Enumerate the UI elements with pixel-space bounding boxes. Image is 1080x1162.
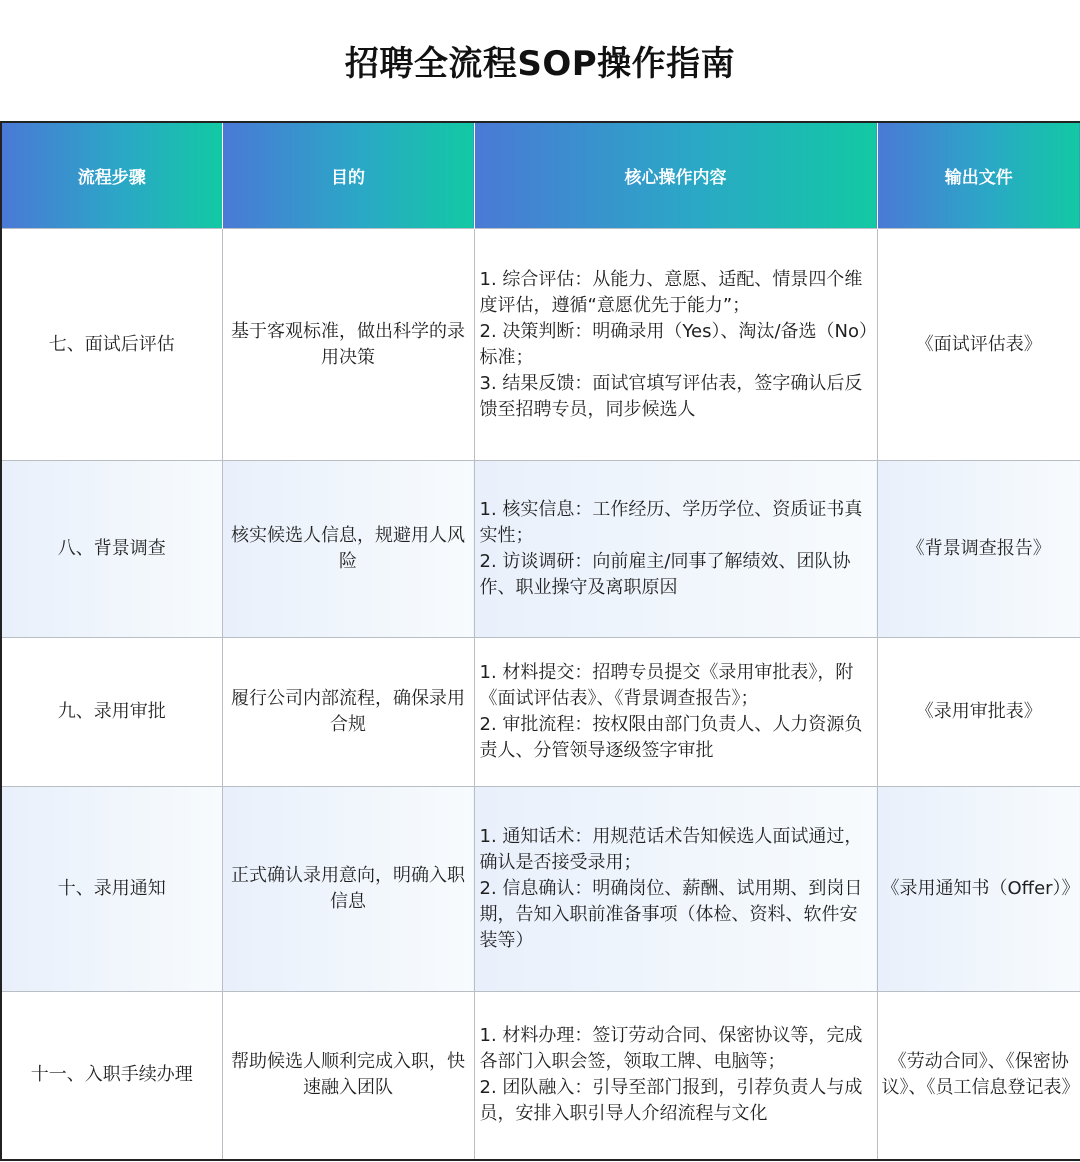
step-cell: 十、录用通知 bbox=[1, 787, 222, 992]
step-cell: 八、背景调查 bbox=[1, 461, 222, 638]
purpose-cell: 基于客观标准，做出科学的录用决策 bbox=[222, 229, 474, 461]
operation-item: 1. 核实信息：工作经历、学历学位、资质证书真实性； bbox=[479, 499, 863, 546]
table-row bbox=[1, 638, 1080, 787]
purpose-cell: 核实候选人信息，规避用人风险 bbox=[222, 461, 474, 638]
header-step: 流程步骤 bbox=[1, 122, 222, 229]
table-header-row bbox=[1, 122, 1080, 229]
table-row bbox=[1, 461, 1080, 638]
output-cell: 《面试评估表》 bbox=[877, 229, 1080, 461]
header-output: 输出文件 bbox=[877, 122, 1080, 229]
table-row bbox=[1, 992, 1080, 1160]
operations-cell bbox=[474, 992, 877, 1160]
operations-cell bbox=[474, 638, 877, 787]
purpose-cell: 正式确认录用意向，明确入职信息 bbox=[222, 787, 474, 992]
header-purpose: 目的 bbox=[222, 122, 474, 229]
operation-item: 1. 综合评估：从能力、意愿、适配、情景四个维度评估，遵循“意愿优先于能力”； bbox=[479, 268, 863, 316]
operations-cell bbox=[474, 461, 877, 638]
table-row bbox=[1, 229, 1080, 461]
operations-cell bbox=[474, 229, 877, 461]
step-cell: 七、面试后评估 bbox=[1, 229, 222, 461]
step-cell: 九、录用审批 bbox=[1, 638, 222, 787]
operation-item: 1. 通知话术：用规范话术告知候选人面试通过，确认是否接受录用； bbox=[479, 826, 863, 873]
operation-item: 2. 决策判断：明确录用（Yes）、淘汰/备选（No）标准； bbox=[479, 320, 868, 368]
output-cell: 《劳动合同》、《保密协议》、《员工信息登记表》 bbox=[877, 992, 1080, 1160]
sop-table bbox=[0, 121, 1080, 1161]
operation-item: 1. 材料提交：招聘专员提交《录用审批表》，附《面试评估表》、《背景调查报告》； bbox=[479, 662, 854, 709]
operation-item: 2. 审批流程：按权限由部门负责人、人力资源负责人、分管领导逐级签字审批 bbox=[479, 714, 863, 761]
operation-item: 2. 信息确认：明确岗位、薪酬、试用期、到岗日期，告知入职前准备事项（体检、资料、软件安装等） bbox=[479, 878, 863, 951]
output-cell: 《背景调查报告》 bbox=[877, 461, 1080, 638]
table-row bbox=[1, 787, 1080, 992]
output-cell: 《录用审批表》 bbox=[877, 638, 1080, 787]
operations-cell bbox=[474, 787, 877, 992]
operation-item: 2. 访谈调研：向前雇主/同事了解绩效、团队协作、职业操守及离职原因 bbox=[479, 551, 851, 598]
purpose-cell: 履行公司内部流程，确保录用合规 bbox=[222, 638, 474, 787]
header-operations: 核心操作内容 bbox=[474, 122, 877, 229]
output-cell: 《录用通知书（Offer）》 bbox=[877, 787, 1080, 992]
step-cell: 十一、入职手续办理 bbox=[1, 992, 222, 1160]
operation-item: 2. 团队融入：引导至部门报到，引荐负责人与成员，安排入职引导人介绍流程与文化 bbox=[479, 1077, 863, 1125]
page-title: 招聘全流程SOP操作指南 bbox=[344, 44, 736, 84]
purpose-cell: 帮助候选人顺利完成入职，快速融入团队 bbox=[222, 992, 474, 1160]
operation-item: 1. 材料办理：签订劳动合同、保密协议等，完成各部门入职会签，领取工牌、电脑等； bbox=[479, 1025, 863, 1073]
operation-item: 3. 结果反馈：面试官填写评估表，签字确认后反馈至招聘专员，同步候选人 bbox=[479, 372, 863, 420]
